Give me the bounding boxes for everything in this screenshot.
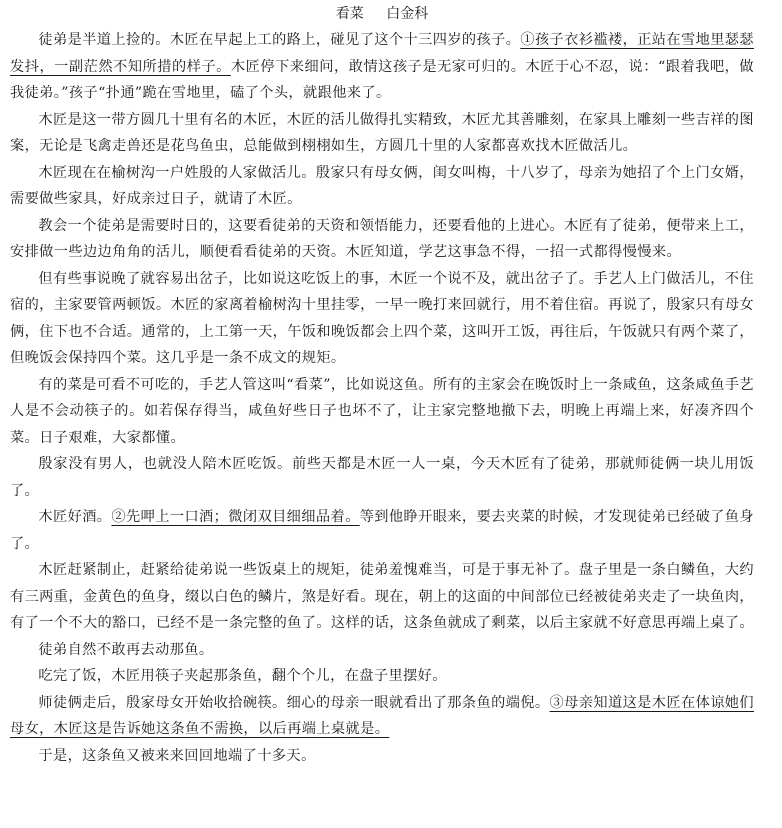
paragraph (10, 372, 754, 452)
text-segment: 吃完了饭，木匠用筷子夹起那条鱼，翻个个儿，在盘子里摆好。 (38, 668, 447, 684)
article-title: 看菜 (335, 6, 364, 22)
text-segment: 师徒俩走后，殷家母女开始收拾碗筷。细心的母亲一眼就看出了那条鱼的端倪。 (38, 694, 550, 711)
text-segment: 有的菜是可看不可吃的，手艺人管这叫“看菜”，比如说这鱼。所有的主家会在晚饭时上一条咸鱼，这条咸鱼手艺人是不会动筷子的。如若保存得当，咸鱼好些日子也坏不了，让主家完整地撤下去，明晚上再端上来，好凑齐四个菜。日子艰难，大家都懂。 (10, 376, 754, 446)
text-segment: 徒弟自然不敢再去动那鱼。 (38, 641, 214, 658)
paragraph (10, 266, 754, 372)
paragraph (10, 663, 754, 690)
text-segment: 等到他睁开眼来，要去夹菜的时候，才发现徒弟已经破了鱼身了。 (10, 509, 754, 552)
underlined-sentence: ①孩子衣衫褴褛，正站在雪地里瑟瑟发抖，一副茫然不知所措的样子。 (10, 32, 754, 75)
text-segment: 木匠现在在榆树沟一户姓殷的人家做活儿。殷家只有母女俩，闺女叫梅，十八岁了，母亲为她招了个上门女婿，需要做些家具，好成亲过日子，就请了木匠。 (10, 164, 754, 207)
paragraph (10, 451, 754, 504)
paragraph (10, 107, 754, 160)
text-segment: 木匠好酒。 (38, 509, 112, 525)
text-segment: 教会一个徒弟是需要时日的，这要看徒弟的天资和领悟能力，还要看他的上进心。木匠有了徒弟，便带来上工，安排做一些边边角角的活儿，顺便看看徒弟的天资。木匠知道，学艺这事急不得，一招一式都得慢慢来。 (10, 217, 754, 260)
text-segment: 木匠停下来细问，敢情这孩子是无家可归的。木匠于心不忍，说：“跟着我吧，做我徒弟。”孩子“扑通”跪在雪地里，磕了个头，就跟他来了。 (10, 58, 754, 101)
text-segment: 于是，这条鱼又被来来回回地端了十多天。 (38, 747, 316, 764)
text-segment: 木匠赶紧制止，赶紧给徒弟说一些饭桌上的规矩，徒弟羞愧难当，可是于事无补了。盘子里是一条白鳞鱼，大约有三两重，金黄色的鱼身，缀以白色的鳞片，煞是好看。现在，朝上的这面的中间部位已经被徒弟夹走了一块鱼肉，有了一个不大的豁口，已经不是一条完整的鱼了。这样的话，这条鱼就成了剩菜，以后主家就不好意思再端上桌了。 (10, 562, 754, 631)
paragraph (10, 557, 754, 637)
paragraph (10, 27, 754, 107)
text-segment: 徒弟是半道上捡的。木匠在早起上工的路上，碰见了这个十三四岁的孩子。 (38, 32, 521, 48)
article-header (10, 5, 754, 27)
underlined-sentence: ③母亲知道这是木匠在体谅她们母女，木匠这是告诉她这条鱼不需换，以后再端上桌就是。 (10, 694, 754, 737)
article-author: 白金科 (386, 6, 429, 22)
paragraph (10, 690, 754, 743)
text-segment: 木匠是这一带方圆几十里有名的木匠，木匠的活儿做得扎实精致，木匠尤其善雕刻，在家具上雕刻一些吉祥的图案，无论是飞禽走兽还是花鸟鱼虫，总能做到栩栩如生，方圆几十里的人家都喜欢找木匠做活儿。 (10, 111, 754, 154)
paragraph (10, 637, 754, 664)
paragraph (10, 743, 754, 770)
paragraph (10, 160, 754, 213)
text-segment: 但有些事说晚了就容易出岔子，比如说这吃饭上的事，木匠一个说不及，就出岔子了。手艺人上门做活儿，不住宿的，主家要管两顿饭。木匠的家离着榆树沟十里挂零，一早一晚打来回就行，用不着住宿。再说了，殷家只有母女俩，住下也不合适。通常的，上工第一天，午饭和晚饭都会上四个菜，这叫开工饭，再往后，午饭就只有两个菜了，但晚饭会保持四个菜。这几乎是一条不成文的规矩。 (10, 270, 754, 366)
text-segment: 殷家没有男人，也就没人陪木匠吃饭。前些天都是木匠一人一桌，今天木匠有了徒弟，那就师徒俩一块儿用饭了。 (10, 456, 754, 499)
paragraph (10, 504, 754, 557)
paragraph (10, 213, 754, 266)
article-body (10, 27, 754, 769)
underlined-sentence: ②先呷上一口酒；微闭双目细细品着。 (111, 509, 360, 525)
